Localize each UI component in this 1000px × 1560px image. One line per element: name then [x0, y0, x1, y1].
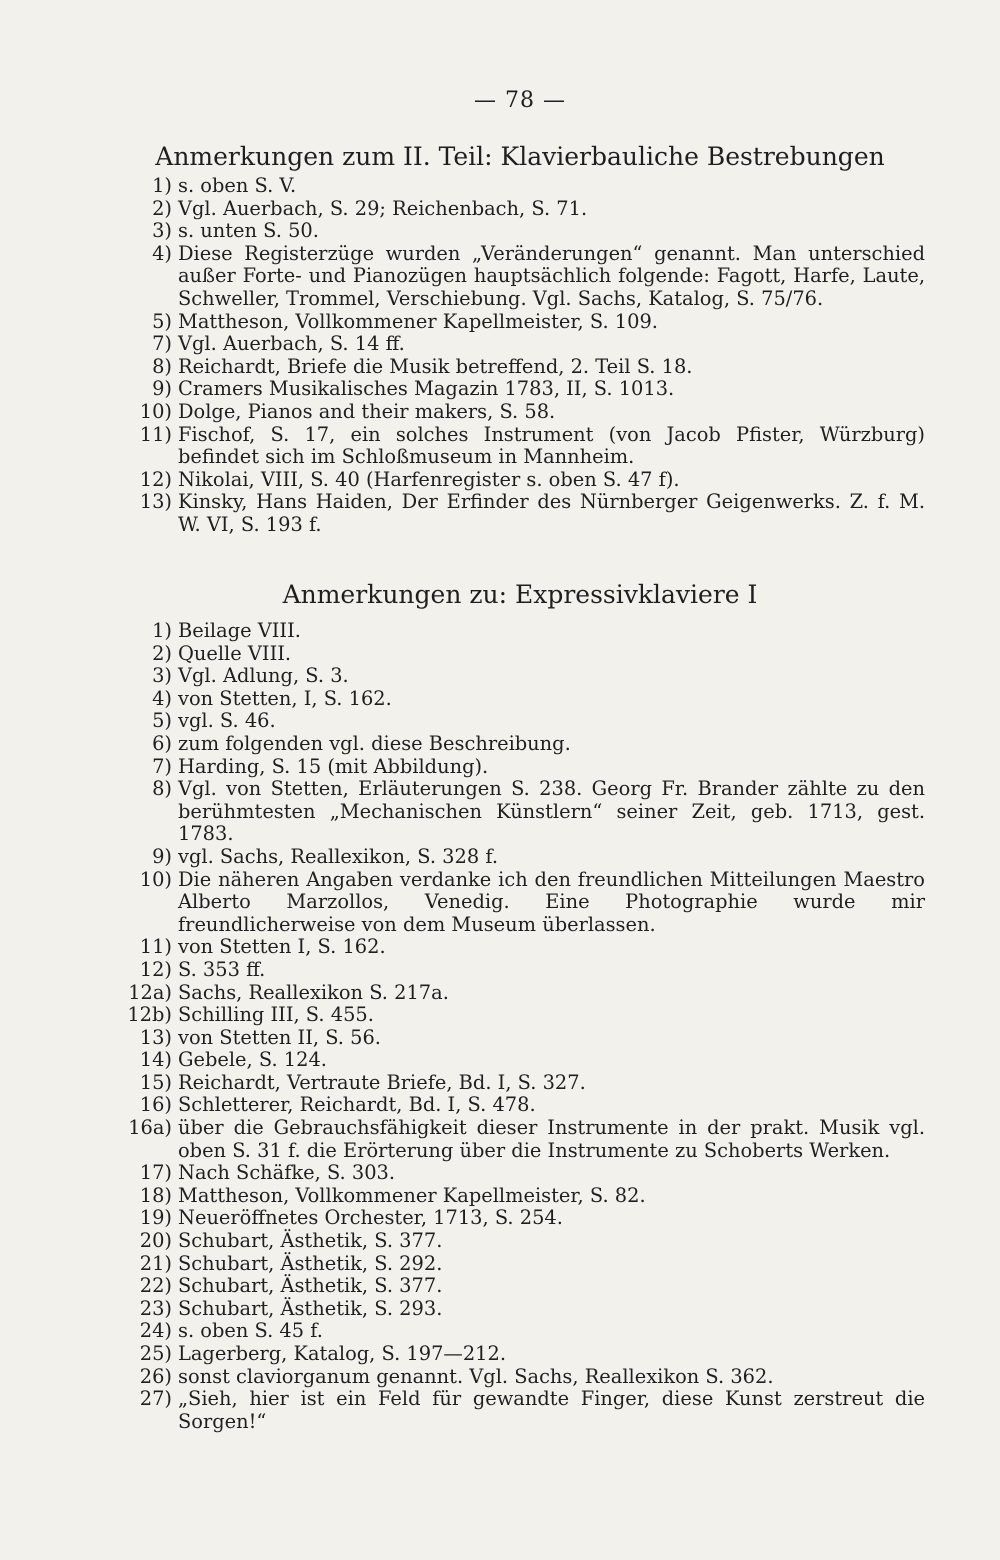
- note-item: [120, 620, 925, 643]
- note-text: Beilage VIII.: [178, 619, 301, 642]
- note-text: zum folgenden vgl. diese Beschreibung.: [178, 731, 571, 755]
- note-text: Schubart, Ästhetik, S. 293.: [178, 1296, 443, 1320]
- note-number: 7): [152, 332, 172, 356]
- note-item: [120, 1162, 925, 1185]
- note-text: Harding, S. 15 (mit Abbildung).: [178, 754, 489, 778]
- note-item: [120, 356, 925, 379]
- note-text: Die näheren Angaben verdanke ich den freundlichen Mitteilungen Maestro Alberto Marzollos, Venedig. Eine Photographie wurde mir freundlicherweise von dem Museum überlassen.: [178, 867, 925, 936]
- note-number: 4): [152, 241, 172, 265]
- note-number: 11): [139, 935, 172, 959]
- note-number: 6): [152, 731, 172, 755]
- note-number: 1): [152, 174, 172, 197]
- note-text: Fischof, S. 17, ein solches Instrument (von Jacob Pfister, Würzburg) befindet sich im Schloßmuseum in Mannheim.: [178, 422, 925, 469]
- note-item: [120, 756, 925, 779]
- note-text: S. 353 ff.: [178, 957, 266, 981]
- note-text: Nikolai, VIII, S. 40 (Harfenregister s. oben S. 47 f).: [178, 467, 680, 491]
- note-number: 19): [139, 1206, 172, 1230]
- note-number: 27): [139, 1387, 172, 1411]
- note-item: [120, 198, 925, 221]
- note-item: [120, 311, 925, 334]
- note-number: 5): [152, 309, 172, 333]
- note-item: [120, 220, 925, 243]
- note-number: 12): [139, 957, 172, 981]
- note-number: 24): [139, 1319, 172, 1343]
- note-text: Schubart, Ästhetik, S. 377.: [178, 1229, 443, 1253]
- note-item: [120, 1275, 925, 1298]
- note-text: vgl. S. 46.: [178, 709, 276, 733]
- note-number: 18): [139, 1183, 172, 1207]
- note-item: [120, 959, 925, 982]
- note-text: Diese Registerzüge wurden „Veränderungen“ genannt. Man unterschied außer Forte- und Pianozügen hauptsächlich folgende: Fagott, Harfe, Laute, Schweller, Trommel, Verschiebung. Vgl. Sachs, Katalog, S. 75/76.: [178, 241, 925, 310]
- note-number: 9): [152, 377, 172, 401]
- note-number: 3): [152, 219, 172, 243]
- note-item: [120, 846, 925, 869]
- note-item: [120, 469, 925, 492]
- note-text: Vgl. Auerbach, S. 14 ff.: [178, 332, 405, 356]
- note-number: 5): [152, 709, 172, 733]
- note-number: 10): [139, 399, 172, 423]
- note-item: [120, 1117, 925, 1162]
- note-item: [120, 333, 925, 356]
- note-item: [120, 1298, 925, 1321]
- note-item: [120, 710, 925, 733]
- note-item: [120, 1207, 925, 1230]
- note-item: [120, 175, 925, 198]
- notes-list-section2: [120, 620, 925, 1433]
- note-text: Sachs, Reallexikon S. 217a.: [178, 980, 449, 1004]
- note-text: über die Gebrauchsfähigkeit dieser Instrumente in der prakt. Musik vgl. oben S. 31 f. die Erörterung über die Instrumente zu Schoberts Werken.: [178, 1116, 925, 1162]
- note-text: Vgl. von Stetten, Erläuterungen S. 238. Georg Fr. Brander zählte zu den berühmtesten „Mechanischen Künstlern“ seiner Zeit, geb. 1713, gest. 1783.: [178, 777, 925, 846]
- note-text: Mattheson, Vollkommener Kapellmeister, S. 82.: [178, 1183, 646, 1207]
- section-heading-expressivklaviere: Anmerkungen zu: Expressivklaviere I: [282, 580, 758, 609]
- note-item: [120, 688, 925, 711]
- note-text: Kinsky, Hans Haiden, Der Erfinder des Nürnberger Geigenwerks. Z. f. M. W. VI, S. 193 f.: [178, 490, 925, 536]
- note-text: vgl. Sachs, Reallexikon, S. 328 f.: [178, 844, 499, 868]
- note-item: [120, 665, 925, 688]
- section-heading-klavierbauliche: Anmerkungen zum II. Teil: Klavierbauliche Bestrebungen: [155, 142, 885, 171]
- note-number: 23): [139, 1296, 172, 1320]
- note-number: 2): [152, 196, 172, 220]
- note-item: [120, 936, 925, 959]
- note-number: 3): [152, 664, 172, 688]
- note-item: [120, 1343, 925, 1366]
- note-text: s. oben S. 45 f.: [178, 1319, 323, 1343]
- note-number: 14): [139, 1048, 172, 1072]
- page-number: — 78 —: [474, 88, 566, 113]
- note-text: Lagerberg, Katalog, S. 197—212.: [178, 1342, 507, 1365]
- note-text: Neueröffnetes Orchester, 1713, S. 254.: [178, 1206, 563, 1230]
- note-number: 12a): [128, 980, 172, 1004]
- note-item: [120, 424, 925, 469]
- note-text: Schubart, Ästhetik, S. 292.: [178, 1251, 443, 1275]
- note-text: s. unten S. 50.: [178, 219, 319, 243]
- note-text: Schilling III, S. 455.: [178, 1003, 374, 1027]
- note-text: von Stetten II, S. 56.: [178, 1025, 381, 1049]
- note-item: [120, 1388, 925, 1433]
- note-item: [120, 1185, 925, 1208]
- note-number: 22): [139, 1274, 172, 1298]
- note-text: Quelle VIII.: [178, 641, 292, 665]
- note-number: 16): [139, 1093, 172, 1117]
- note-number: 21): [139, 1251, 172, 1275]
- note-item: [120, 1320, 925, 1343]
- note-number: 12b): [127, 1003, 172, 1027]
- note-text: Vgl. Auerbach, S. 29; Reichenbach, S. 71.: [178, 196, 588, 220]
- note-item: [120, 869, 925, 937]
- note-item: [120, 1366, 925, 1389]
- note-number: 13): [139, 490, 172, 514]
- note-text: Schubart, Ästhetik, S. 377.: [178, 1274, 443, 1298]
- note-item: [120, 982, 925, 1005]
- note-number: 11): [139, 422, 172, 446]
- note-text: „Sieh, hier ist ein Feld für gewandte Finger, diese Kunst zerstreut die Sorgen!“: [178, 1387, 925, 1433]
- note-item: [120, 1253, 925, 1276]
- note-number: 7): [152, 754, 172, 778]
- note-number: 8): [152, 777, 172, 801]
- note-number: 8): [152, 354, 172, 378]
- note-text: Dolge, Pianos and their makers, S. 58.: [178, 399, 556, 423]
- note-item: [120, 378, 925, 401]
- notes-list-section1: [120, 175, 925, 537]
- note-text: Vgl. Adlung, S. 3.: [178, 664, 349, 688]
- note-number: 1): [152, 619, 172, 642]
- note-number: 20): [139, 1229, 172, 1253]
- note-number: 13): [139, 1025, 172, 1049]
- note-number: 17): [139, 1161, 172, 1185]
- note-item: [120, 733, 925, 756]
- note-item: [120, 1004, 925, 1027]
- note-number: 25): [139, 1342, 172, 1365]
- note-item: [120, 1027, 925, 1050]
- note-text: Reichardt, Vertraute Briefe, Bd. I, S. 327.: [178, 1070, 586, 1094]
- note-item: [120, 401, 925, 424]
- note-item: [120, 243, 925, 311]
- note-text: Nach Schäfke, S. 303.: [178, 1161, 396, 1185]
- note-text: sonst claviorganum genannt. Vgl. Sachs, Reallexikon S. 362.: [178, 1364, 774, 1388]
- note-item: [120, 1094, 925, 1117]
- note-item: [120, 1230, 925, 1253]
- note-text: Cramers Musikalisches Magazin 1783, II, S. 1013.: [178, 377, 675, 401]
- note-text: Mattheson, Vollkommener Kapellmeister, S. 109.: [178, 309, 658, 333]
- note-text: von Stetten I, S. 162.: [178, 935, 386, 959]
- note-number: 10): [139, 867, 172, 891]
- note-item: [120, 1049, 925, 1072]
- note-number: 4): [152, 686, 172, 710]
- note-item: [120, 1072, 925, 1095]
- note-text: Schletterer, Reichardt, Bd. I, S. 478.: [178, 1093, 536, 1117]
- note-number: 26): [139, 1364, 172, 1388]
- note-number: 2): [152, 641, 172, 665]
- note-item: [120, 491, 925, 536]
- note-text: s. oben S. V.: [178, 174, 297, 197]
- note-item: [120, 778, 925, 846]
- note-text: Gebele, S. 124.: [178, 1048, 327, 1072]
- note-text: Reichardt, Briefe die Musik betreffend, 2. Teil S. 18.: [178, 354, 693, 378]
- note-item: [120, 643, 925, 666]
- note-number: 9): [152, 844, 172, 868]
- note-number: 15): [139, 1070, 172, 1094]
- note-text: von Stetten, I, S. 162.: [178, 686, 392, 710]
- note-number: 12): [139, 467, 172, 491]
- note-number: 16a): [128, 1116, 172, 1140]
